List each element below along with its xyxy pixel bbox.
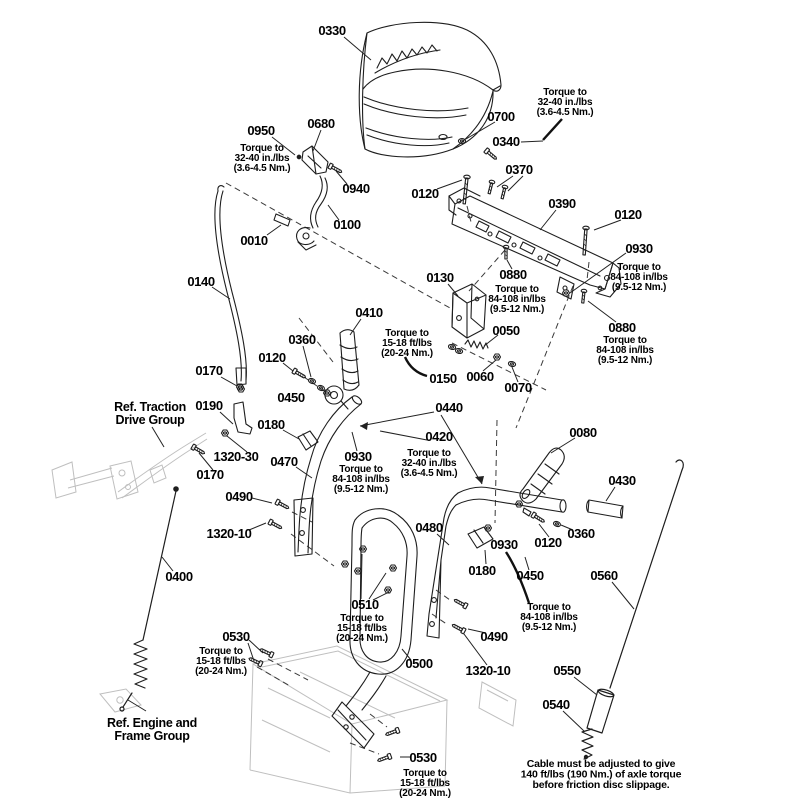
part-label-0140-14: 0140 [187, 274, 215, 289]
part-label-0500-50: 0500 [405, 656, 433, 671]
torque-note-6: Torque to 32-40 in./lbs (3.6-4.5 Nm.) [400, 448, 458, 479]
part-label-0680-1: 0680 [307, 116, 335, 131]
rod-0430-drawing [587, 500, 623, 518]
part-label-0070-24: 0070 [504, 380, 532, 395]
part-label-0410-16: 0410 [355, 305, 383, 320]
part-label-0950-2: 0950 [247, 123, 275, 138]
part-label-0470-31: 0470 [270, 454, 298, 469]
part-label-0420-27: 0420 [425, 429, 453, 444]
ref-note-1: Ref. Engine and Frame Group [107, 716, 197, 743]
part-label-0510-46: 0510 [351, 597, 379, 612]
part-label-0490-47: 0490 [480, 629, 508, 644]
part-label-1320-30-29: 1320-30 [213, 449, 259, 464]
part-label-0560-45: 0560 [590, 568, 618, 583]
torque-note-7: Torque to 84-108 in/lbs (9.5-12 Nm.) [332, 464, 390, 495]
torque-note-1: Torque to 32-40 in./lbs (3.6-4.5 Nm.) [233, 143, 291, 174]
part-label-0400-41: 0400 [165, 569, 193, 584]
part-label-0940-9: 0940 [342, 181, 370, 196]
part-label-0120-8: 0120 [614, 207, 642, 222]
pin-0010-drawing [274, 214, 290, 226]
torque-note-9: Torque to 15-18 ft/lbs (20-24 Nm.) [336, 613, 388, 644]
torque-note-4: Torque to 84-108 in/lbs (9.5-12 Nm.) [596, 335, 654, 366]
traction-drive-sketch [52, 433, 207, 499]
part-label-0180-43: 0180 [468, 563, 496, 578]
part-label-0340-4: 0340 [492, 134, 520, 149]
part-label-0530-53: 0530 [409, 750, 437, 765]
torque-note-8: Torque to 84-108 in/lbs (9.5-12 Nm.) [520, 602, 578, 633]
part-label-0450-33: 0450 [277, 390, 305, 405]
part-label-0190-25: 0190 [195, 398, 223, 413]
part-label-0330-0: 0330 [318, 23, 346, 38]
cable-adjustment-note: Cable must be adjusted to give 140 ft/lbs (190 Nm.) of axle torque before friction disc slippage. [520, 758, 682, 791]
part-label-0080-30: 0080 [569, 425, 597, 440]
cable-0400-drawing [120, 487, 178, 711]
screw-0340-drawing [484, 148, 498, 161]
part-label-0880-13: 0880 [499, 267, 527, 282]
part-label-0170-21: 0170 [195, 363, 223, 378]
part-label-1320-10-49: 1320-10 [465, 663, 511, 678]
part-label-0490-36: 0490 [225, 489, 253, 504]
torque-note-2: Torque to 84-108 in/lbs (9.5-12 Nm.) [610, 262, 668, 293]
part-label-0390-7: 0390 [548, 196, 576, 211]
leader-dot-0950 [297, 155, 301, 159]
torque-note-5: Torque to 15-18 ft/lbs (20-24 Nm.) [381, 328, 433, 359]
part-label-0100-10: 0100 [333, 217, 361, 232]
chute-crank-bracket-drawing [297, 146, 343, 250]
part-label-0360-17: 0360 [288, 332, 316, 347]
part-label-0360-37: 0360 [567, 526, 595, 541]
part-label-0480-39: 0480 [415, 520, 443, 535]
torque-note-11: Torque to 15-18 ft/lbs (20-24 Nm.) [399, 768, 451, 799]
grip-0080-drawing [520, 448, 564, 503]
part-label-0010-11: 0010 [240, 233, 268, 248]
part-label-0060-23: 0060 [466, 369, 494, 384]
part-label-0430-34: 0430 [608, 473, 636, 488]
hood-drawing [359, 22, 501, 157]
part-label-0050-18: 0050 [492, 323, 520, 338]
bracket-0130-drawing [452, 284, 486, 338]
part-label-0120-40: 0120 [534, 535, 562, 550]
part-label-0370-5: 0370 [505, 162, 533, 177]
part-label-0700-3: 0700 [487, 109, 515, 124]
part-label-0530-48: 0530 [222, 629, 250, 644]
part-label-0170-35: 0170 [196, 467, 224, 482]
part-label-0880-19: 0880 [608, 320, 636, 335]
part-label-0930-12: 0930 [625, 241, 653, 256]
part-label-0130-15: 0130 [426, 270, 454, 285]
rod-0140-drawing [191, 186, 252, 456]
part-label-0540-52: 0540 [542, 697, 570, 712]
part-label-0440-26: 0440 [435, 400, 463, 415]
part-label-0120-20: 0120 [258, 350, 286, 365]
part-label-0180-28: 0180 [257, 417, 285, 432]
part-label-0930-32: 0930 [344, 449, 372, 464]
cable-0560-drawing [582, 460, 683, 759]
labels-layer [107, 23, 682, 799]
part-label-0150-22: 0150 [429, 371, 457, 386]
torque-note-3: Torque to 84-108 in/lbs (9.5-12 Nm.) [488, 284, 546, 315]
part-label-0550-51: 0550 [553, 663, 581, 678]
torque-note-10: Torque to 15-18 ft/lbs (20-24 Nm.) [195, 646, 247, 677]
part-label-1320-10-38: 1320-10 [206, 526, 252, 541]
part-label-0450-44: 0450 [516, 568, 544, 583]
part-label-0930-42: 0930 [490, 537, 518, 552]
lever-hardware-drawing [448, 340, 516, 367]
torque-note-0: Torque to 32-40 in./lbs (3.6-4.5 Nm.) [536, 87, 594, 118]
ref-note-0: Ref. Traction Drive Group [114, 400, 186, 427]
part-label-0120-6: 0120 [411, 186, 439, 201]
